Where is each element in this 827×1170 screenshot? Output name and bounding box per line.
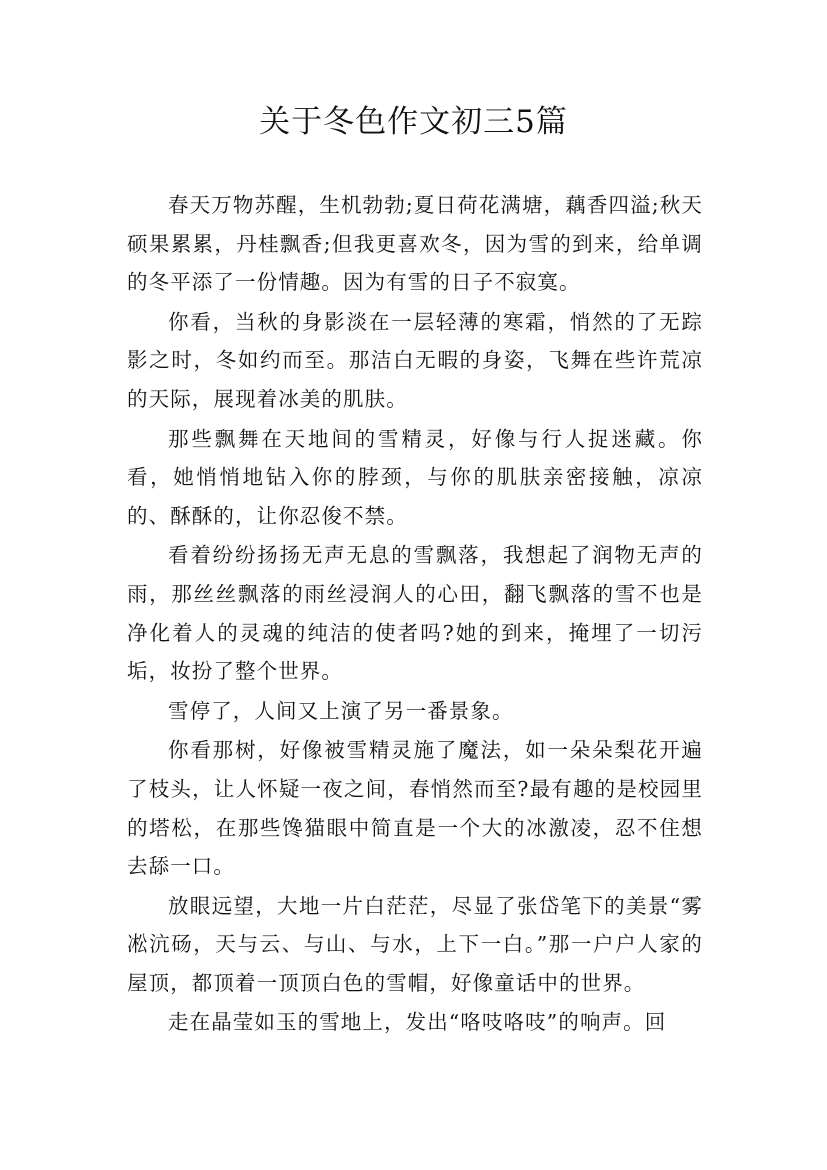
paragraph: 那些飘舞在天地间的雪精灵，好像与行人捉迷藏。你看，她悄悄地钻入你的脖颈，与你的肌肤亲密接触，凉凉的、酥酥的，让你忍俊不禁。 <box>127 426 703 528</box>
paragraph: 你看那树，好像被雪精灵施了魔法，如一朵朵梨花开遍了枝头，让人怀疑一夜之间，春悄然而至?最有趣的是校园里的塔松，在那些馋猫眼中简直是一个大的冰激凌，忍不住想去舔一口。 <box>127 738 703 879</box>
paragraph: 放眼远望，大地一片白茫茫，尽显了张岱笔下的美景“雾凇沆砀，天与云、与山、与水，上下一白。”那一户户人家的屋顶，都顶着一顶顶白色的雪帽，好像童话中的世界。 <box>127 893 703 995</box>
document-body <box>127 186 703 1043</box>
paragraph: 春天万物苏醒，生机勃勃;夏日荷花满塘，藕香四溢;秋天硕果累累，丹桂飘香;但我更喜欢冬，因为雪的到来，给单调的冬平添了一份情趣。因为有雪的日子不寂寞。 <box>127 193 703 295</box>
paragraph: 看着纷纷扬扬无声无息的雪飘落，我想起了润物无声的雨，那丝丝飘落的雨丝浸润人的心田，翻飞飘落的雪不也是净化着人的灵魂的纯洁的使者吗?她的到来，掩埋了一切污垢，妆扮了整个世界。 <box>127 543 703 684</box>
document-title: 关于冬色作文初三5篇 <box>259 104 568 140</box>
paragraph: 雪停了，人间又上演了另一番景象。 <box>168 698 514 723</box>
paragraph: 走在晶莹如玉的雪地上，发出“咯吱咯吱”的响声。回 <box>168 1010 667 1035</box>
paragraph: 你看，当秋的身影淡在一层轻薄的寒霜，悄然的了无踪影之时，冬如约而至。那洁白无暇的身姿，飞舞在些许荒凉的天际，展现着冰美的肌肤。 <box>127 309 703 411</box>
